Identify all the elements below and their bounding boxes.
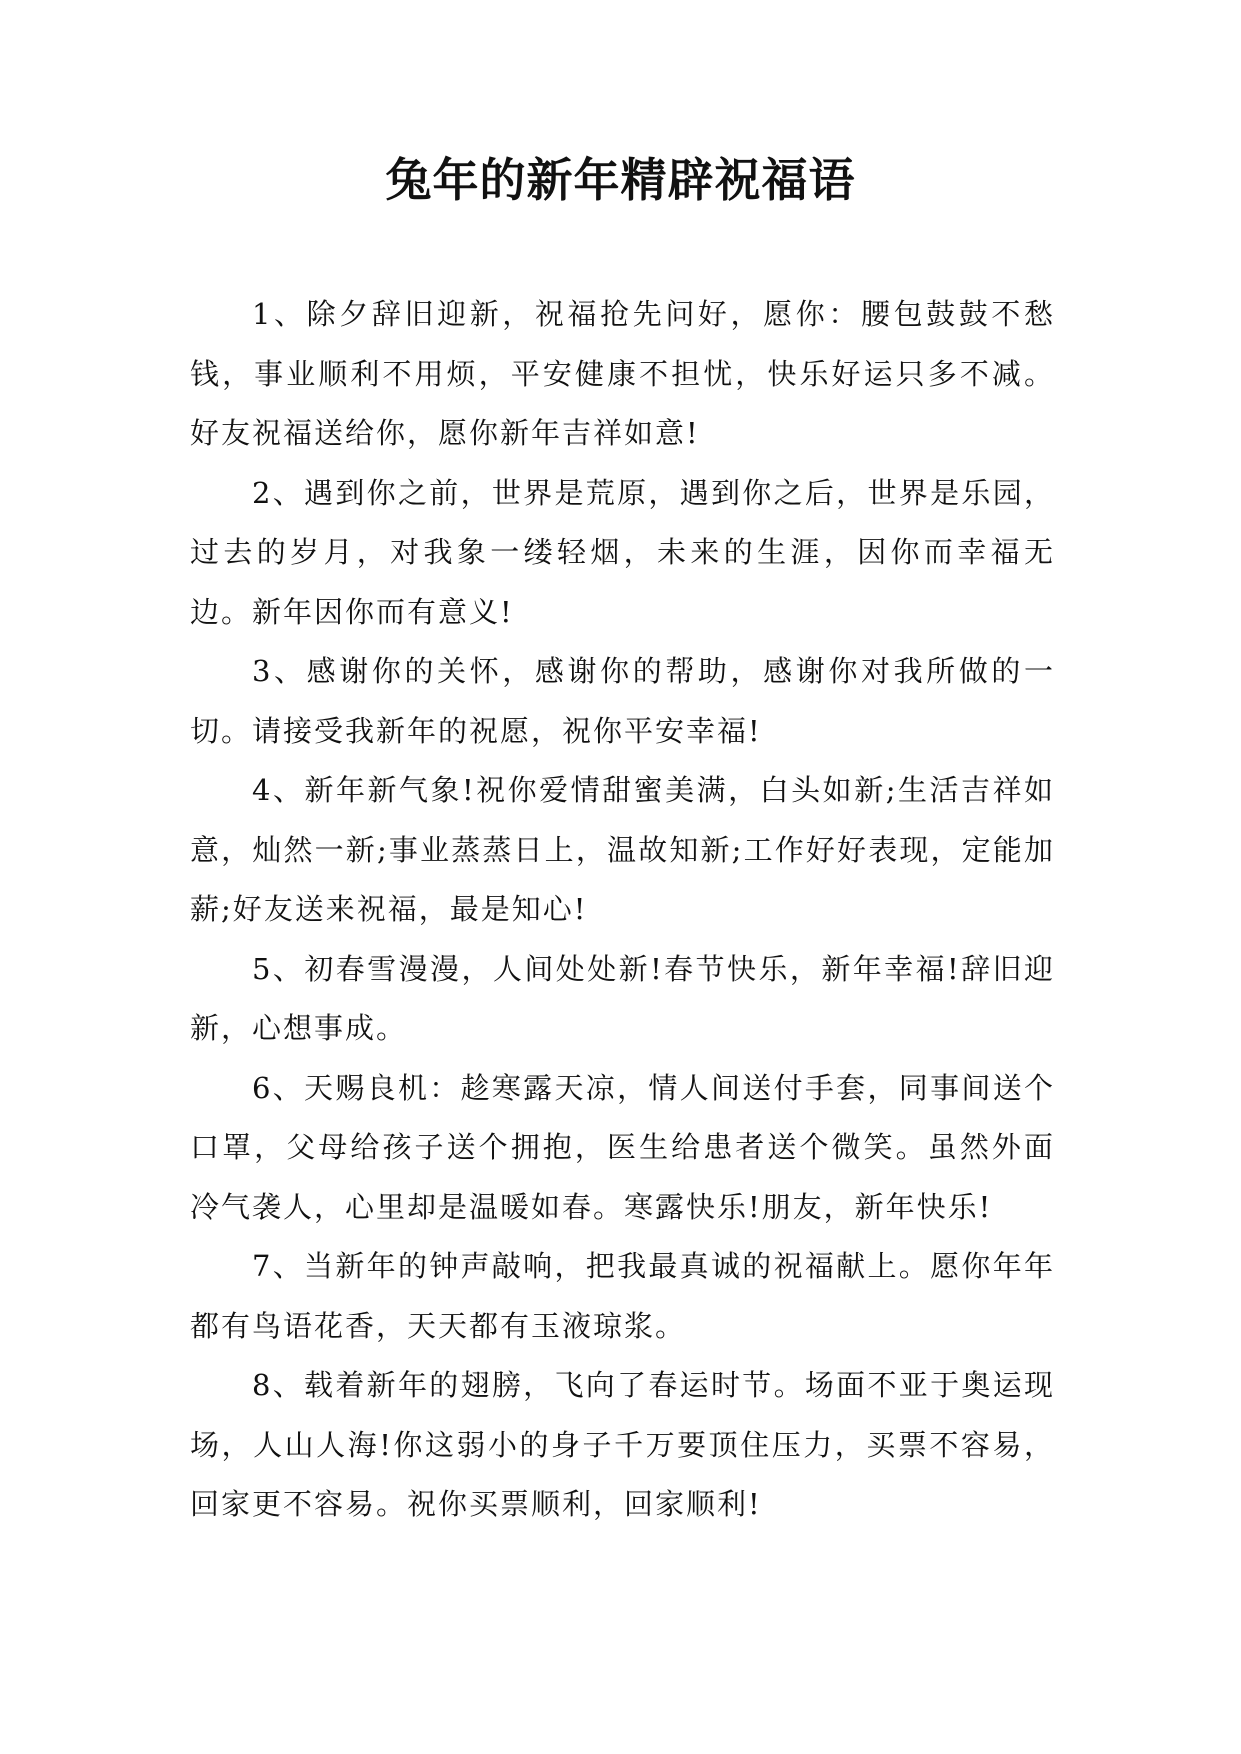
paragraph-5: 5、初春雪漫漫，人间处处新!春节快乐，新年幸福!辞旧迎新，心想事成。: [190, 951, 1055, 1045]
paragraph-3: 3、感谢你的关怀，感谢你的帮助，感谢你对我所做的一切。请接受我新年的祝愿，祝你平安幸福!: [190, 654, 1055, 748]
paragraph-7: 7、当新年的钟声敲响，把我最真诚的祝福献上。愿你年年都有鸟语花香，天天都有玉液琼浆。: [190, 1249, 1055, 1343]
document-body: [190, 285, 1055, 1535]
paragraph-2: 2、遇到你之前，世界是荒原，遇到你之后，世界是乐园，过去的岁月，对我象一缕轻烟，未来的生涯，因你而幸福无边。新年因你而有意义!: [190, 475, 1055, 629]
paragraph-8: 8、载着新年的翅膀，飞向了春运时节。场面不亚于奥运现场，人山人海!你这弱小的身子千万要顶住压力，买票不容易，回家更不容易。祝你买票顺利，回家顺利!: [190, 1368, 1055, 1521]
paragraph-6: 6、天赐良机：趁寒露天凉，情人间送付手套，同事间送个口罩，父母给孩子送个拥抱，医生给患者送个微笑。虽然外面冷气袭人，心里却是温暖如春。寒露快乐!朋友，新年快乐!: [190, 1070, 1055, 1224]
paragraph-4: 4、新年新气象!祝你爱情甜蜜美满，白头如新;生活吉祥如意，灿然一新;事业蒸蒸日上，温故知新;工作好好表现，定能加薪;好友送来祝福，最是知心!: [190, 773, 1055, 926]
paragraph-1: 1、除夕辞旧迎新，祝福抢先问好，愿你：腰包鼓鼓不愁钱，事业顺利不用烦，平安健康不担忧，快乐好运只多不减。好友祝福送给你，愿你新年吉祥如意!: [190, 297, 1055, 450]
document-title: 兔年的新年精辟祝福语: [385, 153, 856, 207]
